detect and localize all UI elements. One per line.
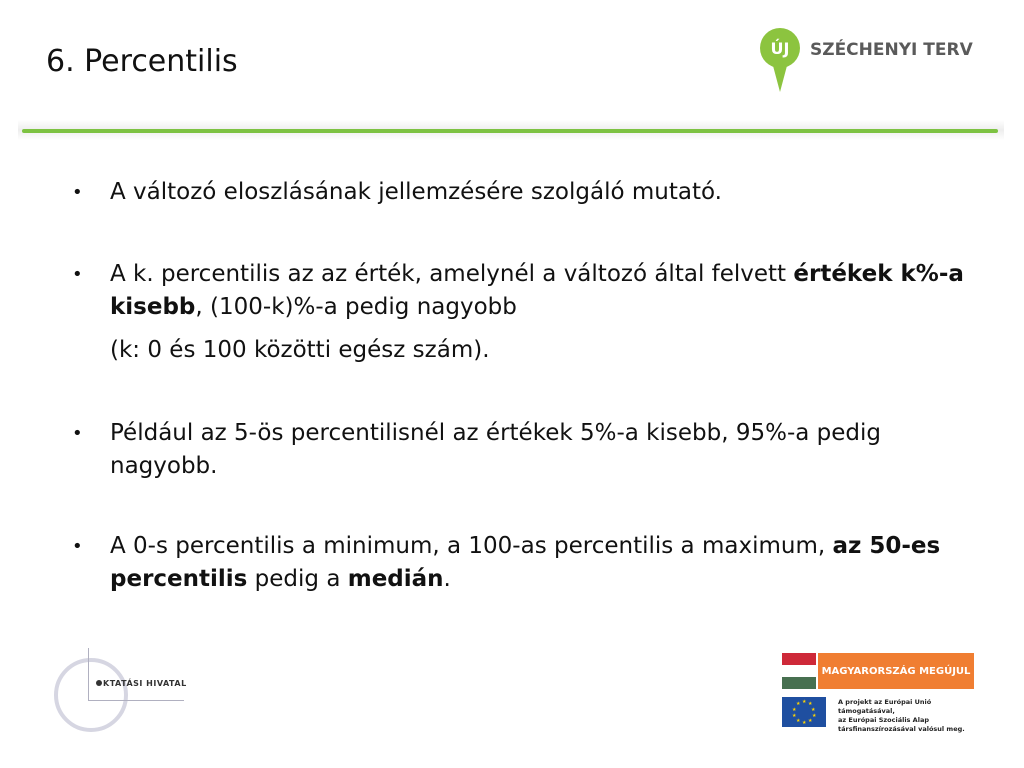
bullet-text: . bbox=[443, 566, 451, 592]
logo-line bbox=[88, 700, 184, 701]
logo-circle-icon bbox=[54, 658, 128, 732]
header-divider bbox=[22, 129, 998, 133]
magyarorszag-megujul-label: MAGYARORSZÁG MEGÚJUL bbox=[818, 653, 974, 689]
bullet-bold-text: medián bbox=[347, 566, 444, 592]
szechenyi-logo-text: SZÉCHENYI TERV bbox=[810, 40, 973, 60]
oktatasi-hivatal-label: KTATÁSI HIVATAL bbox=[103, 679, 187, 688]
bullet-text: , (100-k)%-a pedig nagyobb bbox=[195, 294, 517, 320]
eu-flag-icon: ★ ★ ★ ★ ★ ★ ★ ★ ★ ★ bbox=[782, 697, 826, 727]
logo-line bbox=[88, 648, 89, 700]
bullet-item bbox=[70, 176, 970, 209]
bullet-text: A k. percentilis az az érték, amelynél a változó által felvett bbox=[110, 261, 794, 287]
bullet-text: Például az 5-ös percentilisnél az értékek 5%-a kisebb, 95%-a pedig nagyobb. bbox=[110, 420, 881, 479]
bullet-bold-text: az 50-es percentilis bbox=[110, 533, 941, 592]
bullet-marker: • bbox=[72, 536, 83, 557]
bullet-text: A változó eloszlásának jellemzésére szolgáló mutató. bbox=[110, 179, 722, 205]
slide-title: 6. Percentilis bbox=[46, 44, 238, 79]
bullet-bold-text: értékek k%-a kisebb bbox=[110, 261, 964, 320]
eu-text-line: az Európai Szociális Alap bbox=[838, 716, 929, 724]
bullet-item bbox=[70, 530, 970, 596]
hungarian-flag-icon bbox=[782, 653, 816, 689]
oktatasi-hivatal-text bbox=[96, 679, 187, 688]
bullet-item bbox=[70, 258, 970, 324]
bullet-text: pedig a bbox=[247, 566, 348, 592]
bullet-marker: • bbox=[72, 182, 83, 203]
logo-dot-icon bbox=[96, 680, 102, 686]
eu-funding-text bbox=[838, 698, 988, 734]
szechenyi-terv-logo bbox=[760, 28, 980, 98]
bullet-note: (k: 0 és 100 közötti egész szám). bbox=[110, 337, 490, 363]
bullet-list bbox=[70, 176, 970, 596]
magyarorszag-megujul-logo bbox=[782, 653, 974, 689]
bullet-marker: • bbox=[72, 423, 83, 444]
bullet-text: A 0-s percentilis a minimum, a 100-as percentilis a maximum, bbox=[110, 533, 833, 559]
oktatasi-hivatal-logo bbox=[48, 648, 198, 738]
eu-text-line: társfinanszírozásával valósul meg. bbox=[838, 725, 965, 733]
bullet-item bbox=[70, 417, 970, 483]
szechenyi-pin: ÚJ bbox=[760, 28, 800, 68]
bullet-marker: • bbox=[72, 264, 83, 285]
eu-text-line: A projekt az Európai Unió támogatásával, bbox=[838, 698, 932, 715]
